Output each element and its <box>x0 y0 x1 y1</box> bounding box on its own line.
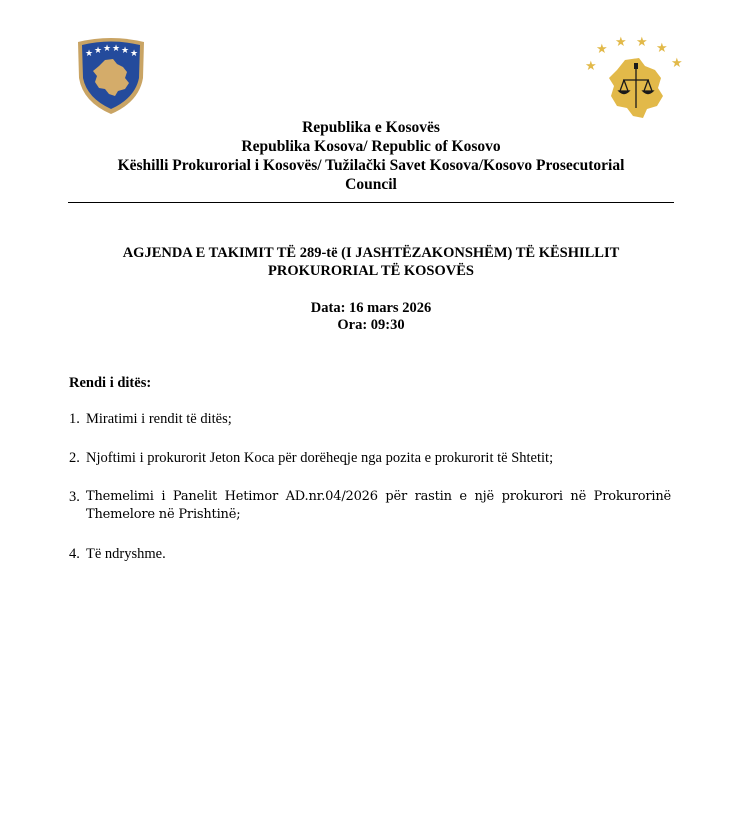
kosovo-coat-of-arms-logo <box>75 36 147 116</box>
agenda-title: AGJENDA E TAKIMIT TË 289-të (I JASHTËZAKONSHËM) TË KËSHILLIT PROKURORIAL TË KOSOVËS <box>122 245 620 279</box>
svg-text:★: ★ <box>636 36 648 50</box>
header-divider <box>68 202 674 203</box>
agenda-item-number: 4. <box>69 546 80 562</box>
document-header <box>68 118 674 194</box>
agenda-item-text: Njoftimi i prokurorit Jeton Koca për dorëheqje nga pozita e prokurorit të Shtetit; <box>86 450 554 466</box>
agenda-item <box>69 449 671 467</box>
agenda-item-number: 3. <box>69 489 80 505</box>
header-country-albanian: Republika e Kosovës <box>302 119 440 136</box>
header-council-name: Këshilli Prokurorial i Kosovës/ Tužilački Savet Kosova/Kosovo Prosecutorial <box>117 157 625 174</box>
header-country-serbian-english: Republika Kosova/ Republic of Kosovo <box>241 138 501 155</box>
agenda-item <box>69 488 671 524</box>
prosecutorial-council-emblem-logo <box>583 36 687 128</box>
header-council-name-continued: Council <box>345 176 397 193</box>
svg-text:★: ★ <box>596 42 608 57</box>
svg-text:★: ★ <box>585 59 597 74</box>
agenda-heading: Rendi i ditës: <box>69 375 152 391</box>
agenda-item <box>69 545 671 563</box>
agenda-item-text: Të ndryshme. <box>86 546 166 562</box>
agenda-item <box>69 410 671 428</box>
meeting-time: Ora: 09:30 <box>337 317 405 333</box>
meeting-date: Data: 16 mars 2026 <box>310 300 432 316</box>
svg-text:★: ★ <box>615 36 627 50</box>
svg-text:★: ★ <box>130 49 139 59</box>
svg-text:★: ★ <box>121 46 130 56</box>
agenda-list <box>69 410 671 584</box>
meeting-meta <box>68 300 674 334</box>
agenda-item-text: Themelimi i Panelit Hetimor AD.nr.04/2026 për rastin e një prokurori në Prokurorinë Themelore në Prishtinë; <box>86 489 671 522</box>
agenda-item-number: 1. <box>69 411 80 427</box>
svg-text:★: ★ <box>112 44 121 54</box>
agenda-item-text: Miratimi i rendit të ditës; <box>86 411 232 427</box>
svg-text:★: ★ <box>94 46 103 56</box>
agenda-item-number: 2. <box>69 450 80 466</box>
svg-text:★: ★ <box>103 44 112 54</box>
svg-text:★: ★ <box>85 49 94 59</box>
svg-text:★: ★ <box>671 56 683 71</box>
svg-text:★: ★ <box>656 41 668 56</box>
